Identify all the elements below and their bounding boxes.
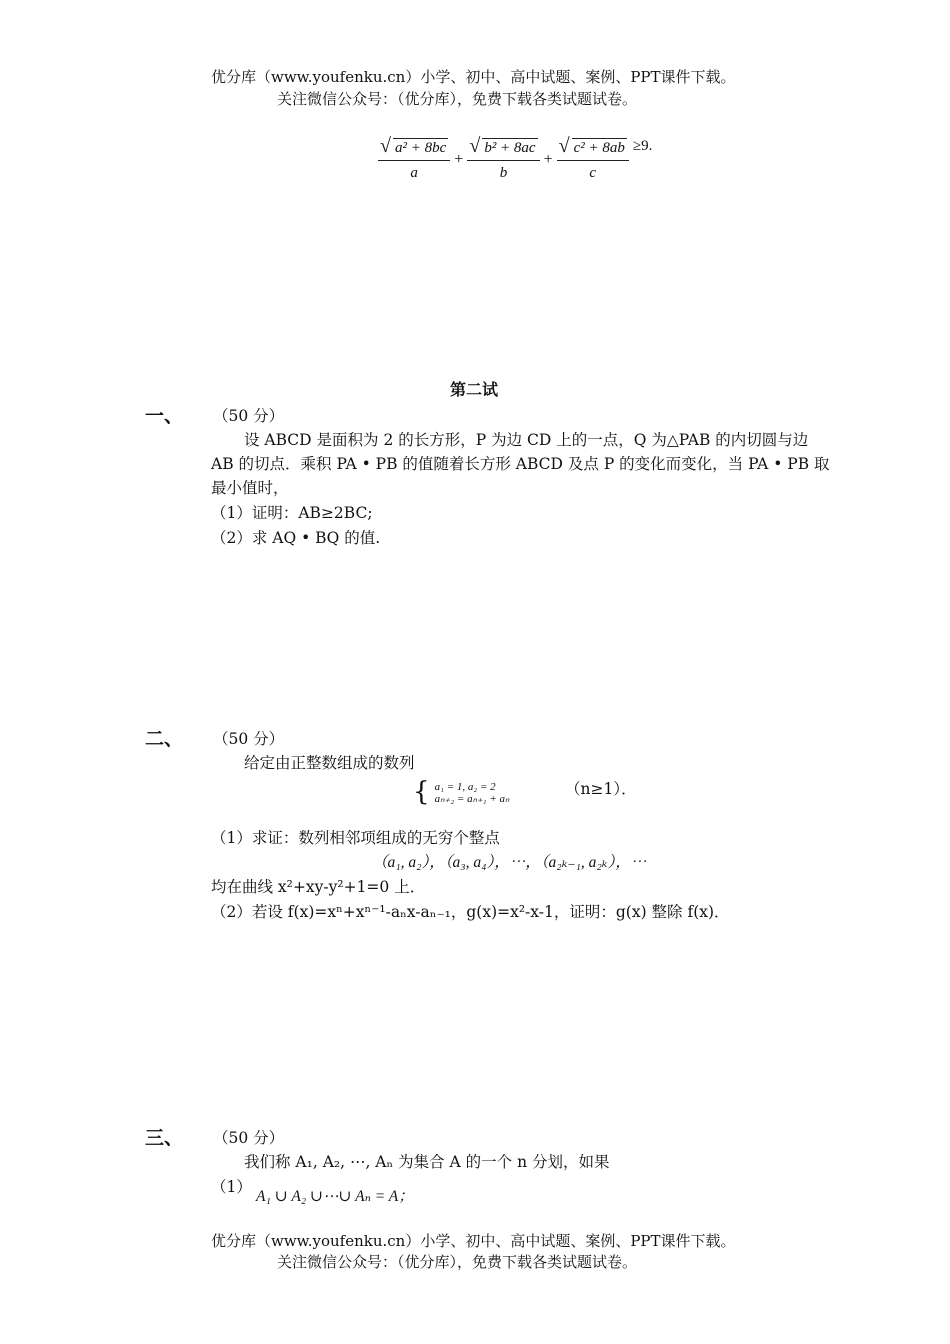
- fraction-3-numerator: c² + 8ab: [573, 140, 625, 157]
- footer-line-1: 优分库（www.youfenku.cn）小学、初中、高中试题、案例、PPT课件下载。: [211, 1232, 736, 1250]
- recurrence-rule: aₙ₊₂ = aₙ₊₁ + aₙ: [434, 793, 510, 805]
- plus-sign-2: +: [543, 151, 553, 168]
- q1-line-2: AB 的切点．乘积 PA • PB 的值随着长方形 ABCD 及点 P 的变化而变化，当 PA • PB 取: [211, 455, 830, 473]
- q1-score: （50 分）: [213, 407, 285, 425]
- q2-part-1: （1）求证：数列相邻项组成的无穷个整点: [211, 829, 500, 847]
- q1-line-1: 设 ABCD 是面积为 2 的长方形，P 为边 CD 上的一点，Q 为△PAB 的内切圆与边: [244, 431, 809, 449]
- left-brace: {: [413, 777, 430, 807]
- footer-line-2: 关注微信公众号：（优分库），免费下载各类试题试卷。: [277, 1253, 638, 1271]
- header-line-1: 优分库（www.youfenku.cn）小学、初中、高中试题、案例、PPT课件下载。: [211, 68, 736, 86]
- fraction-2: √ b² + 8ac b: [467, 138, 539, 182]
- q1-line-3: 最小值时，: [211, 479, 289, 497]
- q2-intro: 给定由正整数组成的数列: [244, 754, 415, 772]
- fraction-3: √ c² + 8ab c: [557, 138, 629, 182]
- q1-part-1: （1）证明：AB≥2BC;: [211, 504, 373, 522]
- fraction-1-numerator: a² + 8bc: [395, 140, 447, 157]
- q1-part-2: （2）求 AQ • BQ 的值.: [211, 529, 381, 547]
- plus-sign-1: +: [454, 151, 464, 168]
- part-title: 第二试: [450, 380, 499, 399]
- header-line-2: 关注微信公众号：（优分库），免费下载各类试题试卷。: [277, 90, 638, 108]
- fraction-2-numerator: b² + 8ac: [484, 140, 536, 157]
- fraction-1: √ a² + 8bc a: [378, 138, 450, 182]
- q2-recurrence-system: [413, 779, 509, 805]
- fraction-3-denominator: c: [589, 165, 597, 182]
- recurrence-initial: a₁ = 1, a₂ = 2: [434, 781, 496, 793]
- q3-score: （50 分）: [213, 1129, 285, 1147]
- q2-condition: （n≥1）．: [565, 780, 637, 798]
- q2-part-2: （2）若设 f(x)=xⁿ+xⁿ⁻¹-aₙx-aₙ₋₁，g(x)=x²-x-1，证明：g(x) 整除 f(x)．: [211, 903, 730, 921]
- q3-condition-1: A₁ ∪ A₂ ∪⋯∪ Aₙ = A；: [256, 1188, 414, 1205]
- q2-number: 二、: [145, 728, 184, 750]
- q2-score: （50 分）: [213, 730, 285, 748]
- q2-curve: 均在曲线 x²+xy-y²+1=0 上．: [211, 878, 426, 896]
- fraction-1-denominator: a: [410, 165, 418, 182]
- q2-points: （a₁, a₂），（a₃, a₄），⋯，（a₂ₖ₋₁, a₂ₖ），⋯: [372, 854, 647, 871]
- q3-intro: 我们称 A₁, A₂, ⋯, Aₙ 为集合 A 的一个 n 分划，如果: [244, 1153, 610, 1171]
- fraction-2-denominator: b: [499, 165, 508, 182]
- q3-condition-label: （1）: [211, 1178, 252, 1196]
- top-inequality: [378, 135, 653, 182]
- q3-number: 三、: [145, 1127, 184, 1149]
- inequality-tail: ≥9.: [632, 138, 653, 154]
- q1-number: 一、: [145, 405, 184, 427]
